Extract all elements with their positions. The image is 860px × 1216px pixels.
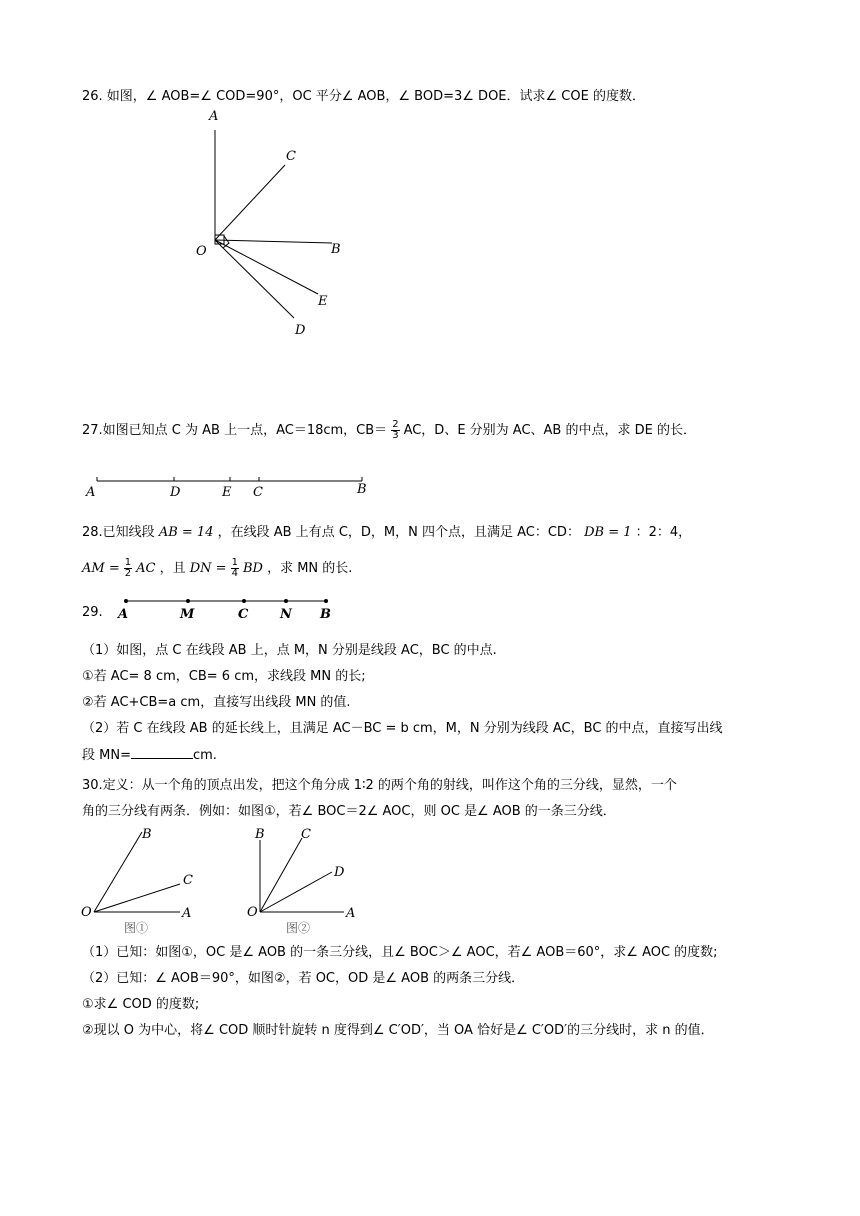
q26-label-o: O xyxy=(196,244,207,259)
q30-fig2-label-d: D xyxy=(334,865,345,880)
q28-line1 xyxy=(82,524,691,542)
q28-fraction-2 xyxy=(231,558,239,579)
q30-fig1-label-c: C xyxy=(183,873,193,888)
q29-p2b-post: cm. xyxy=(192,748,217,763)
q29-label-a: A xyxy=(118,607,129,622)
q30-part1: （1）已知：如图①，OC 是∠ AOB 的一条三分线，且∠ BOC＞∠ AOC，若∠ AOB＝60°，求∠ AOC 的度数; xyxy=(82,945,718,960)
q27-label-c: C xyxy=(253,485,263,500)
q27-text-part2: AC，D、E 分别为 AC、AB 的中点，求 DE 的长． xyxy=(403,423,696,438)
q29-segment-figure xyxy=(112,594,342,624)
q29-p2b-pre: 段 MN= xyxy=(82,748,131,763)
q30-fig1-label-o: O xyxy=(81,905,92,920)
q30-fig2-label-o: O xyxy=(247,905,258,920)
q30-part2a: ①求∠ COD 的度数; xyxy=(82,997,200,1012)
q27-label-a: A xyxy=(86,485,96,500)
q29-label-n: N xyxy=(280,607,292,622)
q28-l2-bd: BD xyxy=(242,561,263,576)
q29-part2b xyxy=(82,746,217,765)
q30-fig1-label-a: A xyxy=(182,906,192,921)
q30-figure-1 xyxy=(80,824,200,936)
q28-fraction-1 xyxy=(124,558,132,579)
q27-segment-figure xyxy=(82,470,382,502)
q30-fig1-label-b: B xyxy=(142,827,152,842)
q30-line1: 30.定义：从一个角的顶点出发，把这个角分成 1∶2 的两个角的射线，叫作这个角的三分线，显然，一个 xyxy=(82,778,677,793)
q28-l1-math: AB = 14 xyxy=(158,525,214,540)
q29-number: 29. xyxy=(82,605,103,620)
q27-label-e: E xyxy=(222,485,232,500)
q27-fraction-num: 2 xyxy=(392,419,399,430)
q28-fraction-2-den: 4 xyxy=(231,568,238,579)
q30-fig2-caption: 图② xyxy=(286,921,311,935)
q28-l1-a: 28.已知线段 xyxy=(82,525,155,540)
q29-label-b: B xyxy=(320,607,331,622)
q26-text: 26. 如图，∠ AOB=∠ COD=90°，OC 平分∠ AOB，∠ BOD=3∠ DOE．试求∠ COE 的度数． xyxy=(82,89,645,104)
q30-fig2-label-a: A xyxy=(346,906,356,921)
q28-l1-b: ，在线段 AB 上有点 C，D，M，N 四个点，且满足 AC：CD： xyxy=(217,525,580,540)
q30-figure-2 xyxy=(246,824,366,936)
q29-answer-blank[interactable] xyxy=(131,746,193,759)
q26-label-b: B xyxy=(331,242,341,257)
q28-line2 xyxy=(82,556,352,582)
q27-fraction xyxy=(391,420,399,441)
q26-label-a: A xyxy=(209,109,219,124)
q26-label-d: D xyxy=(295,323,306,338)
q28-l2-ac: AC xyxy=(136,561,156,576)
q30-fig1-caption: 图① xyxy=(124,921,149,935)
q28-fraction-2-num: 1 xyxy=(231,557,238,568)
q28-l1-c: ：2：4， xyxy=(635,525,692,540)
q29-part1a: ①若 AC= 8 cm，CB= 6 cm，求线段 MN 的长; xyxy=(82,669,366,684)
q27-text-part1: 27.如图已知点 C 为 AB 上一点，AC＝18cm，CB＝ xyxy=(82,423,388,438)
q27-text xyxy=(82,418,696,444)
q27-label-d: D xyxy=(170,485,181,500)
q29-part1b: ②若 AC+CB=a cm，直接写出线段 MN 的值. xyxy=(82,695,351,710)
q26-label-e: E xyxy=(318,294,328,309)
q28-fraction-1-den: 2 xyxy=(124,568,132,579)
q28-l2-end: ，求 MN 的长. xyxy=(267,561,353,576)
q30-part2b: ②现以 O 为中心，将∠ COD 顺时针旋转 n 度得到∠ C′OD′，当 OA 恰好是∠ C′OD′的三分线时，求 n 的值． xyxy=(82,1023,714,1038)
q28-l2-dn: DN = xyxy=(189,561,227,576)
q30-fig2-label-c: C xyxy=(301,827,311,842)
q26-angle-figure xyxy=(190,108,360,343)
q30-part2: （2）已知：∠ AOB＝90°，如图②，若 OC，OD 是∠ AOB 的两条三分线． xyxy=(82,971,525,986)
q28-fraction-1-num: 1 xyxy=(124,557,132,568)
q28-l2-am: AM = xyxy=(82,561,120,576)
q28-l1-math2: DB = 1 xyxy=(584,525,632,540)
q30-line2: 角的三分线有两条．例如：如图①，若∠ BOC＝2∠ AOC，则 OC 是∠ AOB 的一条三分线． xyxy=(82,804,616,819)
q28-l2-and: ，且 xyxy=(159,561,186,576)
q29-part1: （1）如图，点 C 在线段 AB 上，点 M，N 分别是线段 AC，BC 的中点. xyxy=(82,643,497,658)
q26-label-c: C xyxy=(286,149,296,164)
q30-fig2-label-b: B xyxy=(255,827,265,842)
q29-part2a: （2）若 C 在线段 AB 的延长线上，且满足 AC－BC = b cm，M，N 分别为线段 AC，BC 的中点，直接写出线 xyxy=(82,721,723,736)
q27-label-b: B xyxy=(357,482,367,497)
q29-label-c: C xyxy=(238,607,249,622)
q29-label-m: M xyxy=(180,607,195,622)
q27-fraction-den: 3 xyxy=(392,430,399,441)
